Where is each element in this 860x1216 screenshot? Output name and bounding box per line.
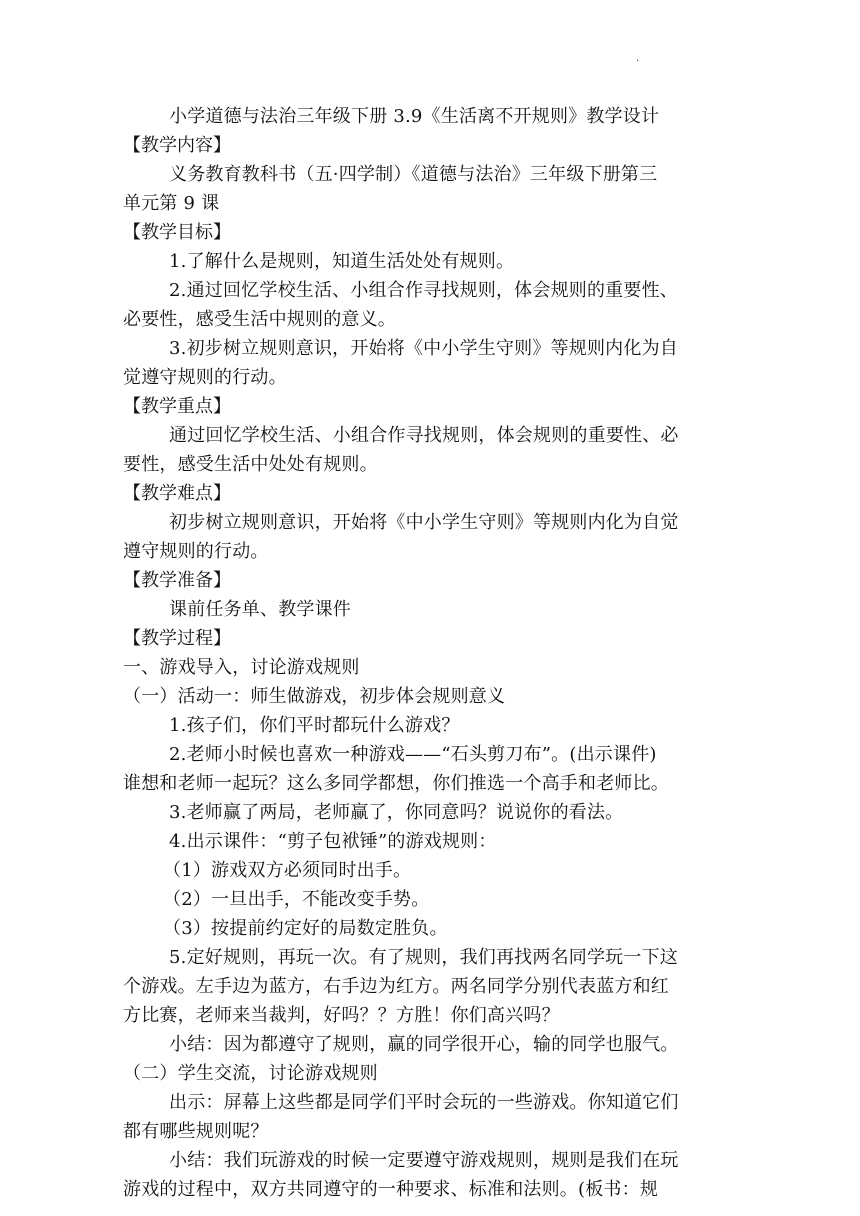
step-5-line-1: 5.定好规则，再玩一次。有了规则，我们再找两名同学玩一下这	[169, 947, 678, 968]
section-heading-process: 【教学过程】	[123, 628, 231, 649]
goal-2-line-2: 必要性，感受生活中规则的意义。	[123, 309, 396, 330]
goal-3-line-1: 3.初步树立规则意识，开始将《中小学生守则》等规则内化为自	[169, 338, 678, 359]
step-1: 1.孩子们，你们平时都玩什么游戏？	[169, 715, 460, 736]
activity-2-heading: （二）学生交流，讨论游戏规则	[123, 1063, 378, 1084]
step-5-line-3: 方比赛，老师来当裁判，好吗？？方胜！你们高兴吗？	[123, 1005, 560, 1026]
content-text-line-1: 义务教育教科书（五·四学制）《道德与法治》三年级下册第三	[169, 164, 658, 185]
game-rule-3: （3）按提前约定好的局数定胜负。	[163, 918, 448, 939]
summary-2-line-1: 小结：我们玩游戏的时候一定要遵守游戏规则，规则是我们在玩	[169, 1150, 679, 1171]
summary-2-line-2: 游戏的过程中，双方共同遵守的一种要求、标准和法则。(板书：规	[123, 1179, 659, 1200]
step-2-line-2: 谁想和老师一起玩？这么多同学都想，你们推选一个高手和老师比。	[123, 773, 669, 794]
game-rule-1: （1）游戏双方必须同时出手。	[163, 860, 412, 881]
show-line-2: 都有哪些规则呢？	[123, 1121, 269, 1142]
step-2-line-1: 2.老师小时候也喜欢一种游戏——“石头剪刀布”。(出示课件)	[169, 744, 657, 765]
process-section-1: 一、游戏导入，讨论游戏规则	[123, 657, 360, 678]
difficulty-line-2: 遵守规则的行动。	[123, 541, 269, 562]
section-heading-difficulties: 【教学难点】	[123, 483, 231, 504]
preparation-text: 课前任务单、教学课件	[169, 599, 351, 620]
summary-1: 小结：因为都遵守了规则，赢的同学很开心，输的同学也服气。	[169, 1034, 679, 1055]
document-body	[123, 102, 735, 1204]
document-title: 小学道德与法治三年级下册 3.9《生活离不开规则》教学设计	[169, 106, 660, 127]
goal-3-line-2: 觉遵守规则的行动。	[123, 367, 287, 388]
section-heading-content: 【教学内容】	[123, 135, 231, 156]
page-mark: ·	[636, 56, 640, 67]
show-line-1: 出示：屏幕上这些都是同学们平时会玩的一些游戏。你知道它们	[169, 1092, 679, 1113]
step-3: 3.老师赢了两局，老师赢了，你同意吗？说说你的看法。	[169, 802, 624, 823]
activity-1-heading: （一）活动一：师生做游戏，初步体会规则意义	[123, 686, 506, 707]
goal-1: 1.了解什么是规则，知道生活处处有规则。	[169, 251, 515, 272]
content-text-line-2: 单元第 9 课	[123, 193, 220, 214]
section-heading-key-points: 【教学重点】	[123, 396, 231, 417]
game-rule-2: （2）一旦出手，不能改变手势。	[163, 889, 430, 910]
step-5-line-2: 个游戏。左手边为蓝方，右手边为红方。两名同学分别代表蓝方和红	[123, 976, 669, 997]
key-points-line-2: 要性，感受生活中处处有规则。	[123, 454, 378, 475]
step-4: 4.出示课件：“剪子包袱锤”的游戏规则：	[169, 831, 497, 852]
section-heading-preparation: 【教学准备】	[123, 570, 231, 591]
section-heading-goals: 【教学目标】	[123, 222, 231, 243]
key-points-line-1: 通过回忆学校生活、小组合作寻找规则，体会规则的重要性、必	[169, 425, 679, 446]
difficulty-line-1: 初步树立规则意识，开始将《中小学生守则》等规则内化为自觉	[169, 512, 679, 533]
goal-2-line-1: 2.通过回忆学校生活、小组合作寻找规则，体会规则的重要性、	[169, 280, 678, 301]
